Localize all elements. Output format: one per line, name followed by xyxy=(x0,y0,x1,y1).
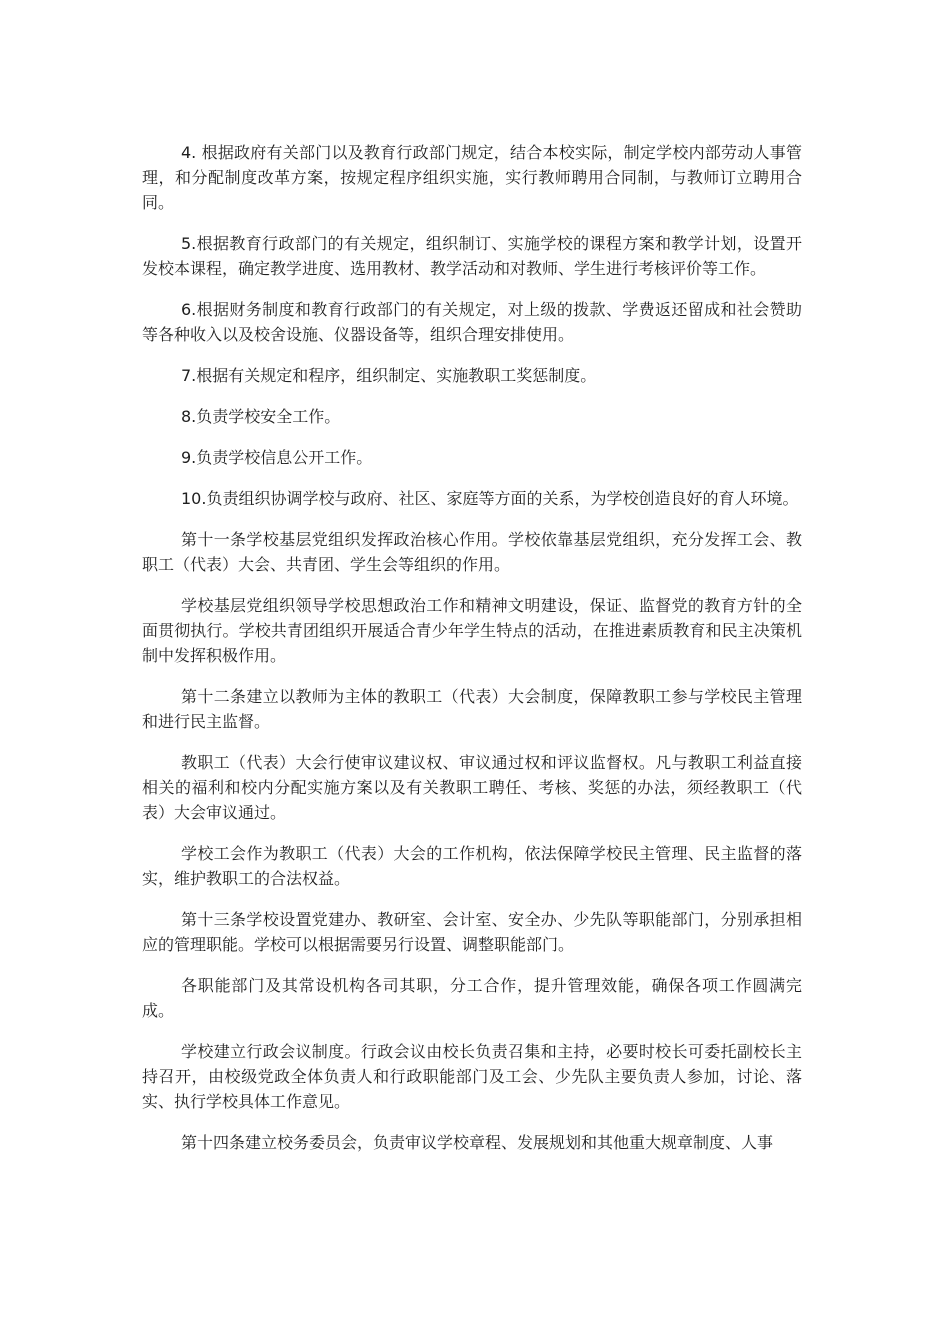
article-12-detail-2: 学校工会作为教职工（代表）大会的工作机构，依法保障学校民主管理、民主监督的落实，维护教职工的合法权益。 xyxy=(142,844,802,888)
paragraph-item-5: 5.根据教育行政部门的有关规定，组织制订、实施学校的课程方案和教学计划，设置开发校本课程，确定教学进度、选用教材、教学活动和对教师、学生进行考核评价等工作。 xyxy=(142,234,802,278)
paragraph-item-4: 4. 根据政府有关部门以及教育行政部门规定，结合本校实际，制定学校内部劳动人事管理，和分配制度改革方案，按规定程序组织实施，实行教师聘用合同制，与教师订立聘用合同。 xyxy=(142,143,802,212)
article-11-detail: 学校基层党组织领导学校思想政治工作和精神文明建设，保证、监督党的教育方针的全面贯彻执行。学校共青团组织开展适合青少年学生特点的活动，在推进素质教育和民主决策机制中发挥积极作用。 xyxy=(142,596,802,665)
article-13-detail-1: 各职能部门及其常设机构各司其职，分工合作，提升管理效能，确保各项工作圆满完成。 xyxy=(142,976,802,1020)
article-11: 第十一条学校基层党组织发挥政治核心作用。学校依靠基层党组织，充分发挥工会、教职工（代表）大会、共青团、学生会等组织的作用。 xyxy=(142,530,802,574)
article-13-detail-2: 学校建立行政会议制度。行政会议由校长负责召集和主持，必要时校长可委托副校长主持召开，由校级党政全体负责人和行政职能部门及工会、少先队主要负责人参加，讨论、落实、执行学校具体工作意见。 xyxy=(142,1042,802,1111)
paragraph-item-9: 9.负责学校信息公开工作。 xyxy=(181,448,373,467)
paragraph-item-8: 8.负责学校安全工作。 xyxy=(181,407,341,426)
document-body xyxy=(142,140,802,1171)
paragraph-item-6: 6.根据财务制度和教育行政部门的有关规定，对上级的拨款、学费返还留成和社会赞助等各种收入以及校舍设施、仪器设备等，组织合理安排使用。 xyxy=(142,300,802,344)
article-12-detail-1: 教职工（代表）大会行使审议建议权、审议通过权和评议监督权。凡与教职工利益直接相关的福利和校内分配实施方案以及有关教职工聘任、考核、奖惩的办法，须经教职工（代表）大会审议通过。 xyxy=(142,753,802,822)
article-12: 第十二条建立以教师为主体的教职工（代表）大会制度，保障教职工参与学校民主管理和进行民主监督。 xyxy=(142,687,802,731)
paragraph-item-10: 10.负责组织协调学校与政府、社区、家庭等方面的关系，为学校创造良好的育人环境。 xyxy=(181,489,799,508)
article-13: 第十三条学校设置党建办、教研室、会计室、安全办、少先队等职能部门，分别承担相应的管理职能。学校可以根据需要另行设置、调整职能部门。 xyxy=(142,910,802,954)
article-14: 第十四条建立校务委员会，负责审议学校章程、发展规划和其他重大规章制度、人事 xyxy=(181,1133,774,1152)
paragraph-item-7: 7.根据有关规定和程序，组织制定、实施教职工奖惩制度。 xyxy=(181,366,597,385)
